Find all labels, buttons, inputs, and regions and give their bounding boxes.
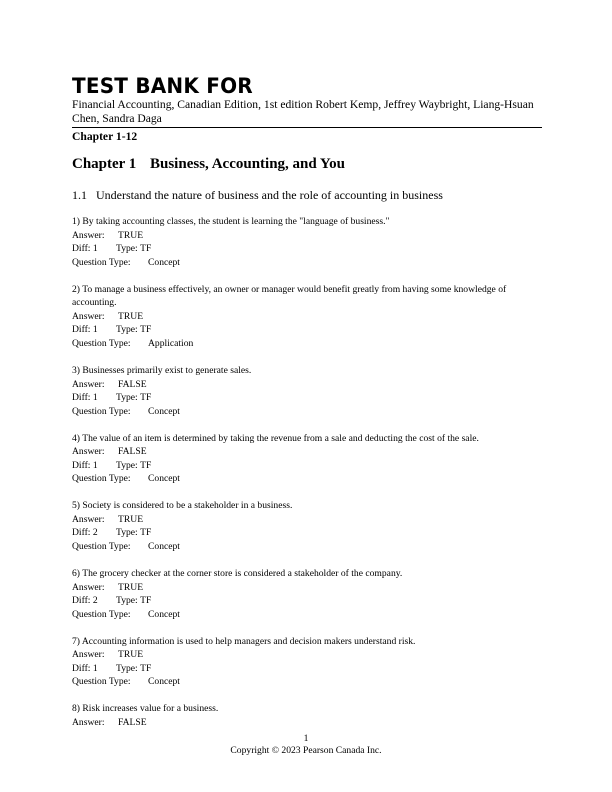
answer-value: FALSE bbox=[118, 378, 147, 390]
section-number: 1.1 bbox=[72, 188, 87, 202]
question-text: 1) By taking accounting classes, the student is learning the "language of business." bbox=[72, 216, 390, 227]
question-type-label: Question Type: bbox=[72, 608, 131, 620]
test-bank-banner: TEST BANK FOR bbox=[72, 72, 253, 99]
diff-label: Diff: bbox=[72, 243, 91, 255]
answer-label: Answer: bbox=[72, 310, 105, 322]
question-3 bbox=[72, 364, 542, 418]
answer-label: Answer: bbox=[72, 649, 105, 661]
question-type-label: Question Type: bbox=[72, 676, 131, 688]
type-label: Type: bbox=[116, 243, 138, 255]
type-label: Type: bbox=[116, 662, 138, 674]
question-type-value: Concept bbox=[148, 608, 180, 620]
answer-value: TRUE bbox=[118, 513, 144, 525]
type-value: TF bbox=[140, 243, 152, 255]
question-text: 3) Businesses primarily exist to generate sales. bbox=[72, 364, 252, 376]
type-value: TF bbox=[140, 459, 152, 471]
question-type-value: Concept bbox=[148, 541, 180, 553]
answer-value: TRUE bbox=[118, 649, 144, 661]
answer-label: Answer: bbox=[72, 446, 105, 458]
type-value: TF bbox=[140, 662, 152, 674]
question-type-label: Question Type: bbox=[72, 541, 131, 553]
answer-label: Answer: bbox=[72, 716, 105, 728]
chapter-heading bbox=[72, 155, 345, 173]
question-text: 4) The value of an item is determined by taking the revenue from a sale and deducting the cost of the sale. bbox=[72, 432, 479, 444]
answer-value: TRUE bbox=[118, 229, 144, 241]
question-type-label: Question Type: bbox=[72, 256, 131, 268]
question-1 bbox=[72, 215, 542, 269]
question-text: 5) Society is considered to be a stakeholder in a business. bbox=[72, 500, 293, 512]
question-text: 8) Risk increases value for a business. bbox=[72, 703, 219, 715]
question-6 bbox=[72, 567, 542, 621]
type-label: Type: bbox=[116, 527, 138, 539]
type-value: TF bbox=[140, 527, 152, 539]
answer-value: FALSE bbox=[118, 716, 147, 728]
section-heading bbox=[72, 188, 443, 202]
question-list bbox=[72, 215, 542, 743]
question-type-label: Question Type: bbox=[72, 473, 131, 485]
type-value: TF bbox=[140, 324, 152, 336]
diff-label: Diff: bbox=[72, 595, 91, 607]
header-divider bbox=[72, 127, 542, 128]
answer-label: Answer: bbox=[72, 513, 105, 525]
answer-value: TRUE bbox=[118, 581, 144, 593]
question-type-label: Question Type: bbox=[72, 338, 131, 350]
diff-value: 1 bbox=[92, 243, 98, 255]
diff-label: Diff: bbox=[72, 459, 91, 471]
question-7 bbox=[72, 635, 542, 689]
type-label: Type: bbox=[116, 595, 138, 607]
question-text: 7) Accounting information is used to help managers and decision makers understand risk. bbox=[72, 635, 416, 647]
answer-label: Answer: bbox=[72, 378, 105, 390]
answer-label: Answer: bbox=[72, 229, 105, 241]
type-value: TF bbox=[140, 595, 152, 607]
chapter-title: Business, Accounting, and You bbox=[150, 156, 345, 172]
question-type-value: Concept bbox=[148, 405, 180, 417]
diff-value: 1 bbox=[92, 459, 98, 471]
question-type-value: Concept bbox=[148, 256, 180, 268]
type-label: Type: bbox=[116, 459, 138, 471]
diff-value: 2 bbox=[92, 527, 98, 539]
diff-value: 1 bbox=[92, 392, 98, 404]
diff-value: 1 bbox=[92, 324, 98, 336]
answer-value: FALSE bbox=[118, 446, 147, 458]
diff-label: Diff: bbox=[72, 527, 91, 539]
question-type-value: Concept bbox=[148, 676, 180, 688]
diff-value: 1 bbox=[92, 662, 98, 674]
book-title: Financial Accounting, Canadian Edition, 1st edition Robert Kemp, Jeffrey Waybright, Liang-Hsuan Chen, Sandra Daga bbox=[72, 98, 534, 125]
diff-value: 2 bbox=[92, 595, 98, 607]
answer-label: Answer: bbox=[72, 581, 105, 593]
question-4 bbox=[72, 432, 542, 486]
type-label: Type: bbox=[116, 324, 138, 336]
diff-label: Diff: bbox=[72, 324, 91, 336]
copyright-notice: Copyright © 2023 Pearson Canada Inc. bbox=[230, 745, 382, 756]
question-2 bbox=[72, 283, 542, 351]
question-5 bbox=[72, 499, 542, 553]
diff-label: Diff: bbox=[72, 392, 91, 404]
chapter-number: Chapter 1 bbox=[72, 156, 137, 172]
type-label: Type: bbox=[116, 392, 138, 404]
question-type-value: Application bbox=[148, 338, 194, 350]
question-text: 6) The grocery checker at the corner store is considered a stakeholder of the company. bbox=[72, 567, 403, 579]
question-type-label: Question Type: bbox=[72, 405, 131, 417]
answer-value: TRUE bbox=[118, 310, 144, 322]
page-number: 1 bbox=[303, 733, 309, 744]
question-text: 2) To manage a business effectively, an owner or manager would benefit greatly from having some knowledge of accounting. bbox=[72, 283, 507, 309]
chapter-range: Chapter 1-12 bbox=[72, 130, 138, 143]
question-8 bbox=[72, 702, 542, 729]
section-title: Understand the nature of business and the role of accounting in business bbox=[96, 188, 443, 202]
type-value: TF bbox=[140, 392, 152, 404]
question-type-value: Concept bbox=[148, 473, 180, 485]
diff-label: Diff: bbox=[72, 662, 91, 674]
